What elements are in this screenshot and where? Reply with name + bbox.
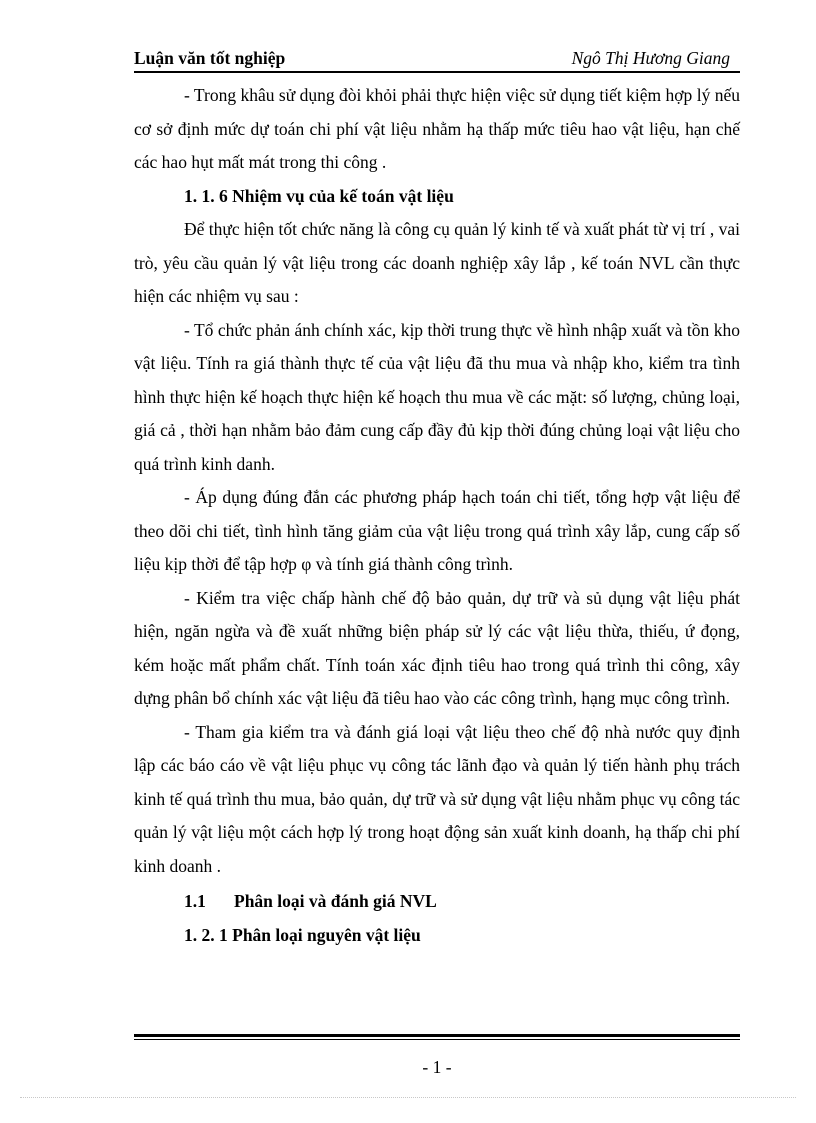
paragraph-3: - Tổ chức phản ánh chính xác, kịp thời trung thực về hình nhập xuất và tồn kho vật liệu. Tính ra giá thành thực tế của vật liệu đã thu mua và nhập kho, kiểm tra tình hình thực hiện kế hoạch thực hiện kế hoạch thu mua về các mặt: số lượng, chủng loại, giá cả , thời hạn nhằm bảo đảm cung cấp đầy đủ kịp thời đúng chủng loại vật liệu cho quá trình kinh danh. [134, 319, 740, 474]
section-title: Phân loại và đánh giá NVL [234, 891, 437, 911]
section-heading-1-2-1: 1. 2. 1 Phân loại nguyên vật liệu [184, 924, 421, 945]
header-author: Ngô Thị Hương Giang [571, 48, 730, 68]
paragraph-6: - Tham gia kiểm tra và đánh giá loại vật liệu theo chế độ nhà nước quy định lập các báo cáo về vật liệu phục vụ công tác lãnh đạo và quản lý tiến hành phụ trách kinh tế quá trình thu mua, bảo quản, dự trữ và sử dụng vật liệu nhằm phục vụ công tác quản lý vật liệu một cách hợp lý trong hoạt động sản xuất kinh doanh, hạ thấp chi phí kinh doanh . [134, 721, 740, 876]
page-bottom-border [20, 1097, 796, 1098]
header-rule [134, 71, 740, 73]
document-body [134, 79, 740, 952]
section-heading-1-1-6: 1. 1. 6 Nhiệm vụ của kế toán vật liệu [184, 185, 454, 206]
header-title: Luận văn tốt nghiệp [134, 48, 286, 68]
paragraph-2: Để thực hiện tốt chức năng là công cụ quản lý kinh tế và xuất phát từ vị trí , vai trò, yêu cầu quản lý vật liệu trong các doanh nghiệp xây lắp , kế toán NVL cần thực hiện các nhiệm vụ sau : [134, 219, 740, 306]
paragraph-5: - Kiểm tra việc chấp hành chế độ bảo quản, dự trữ và sủ dụng vật liệu phát hiện, ngăn ngừa và đề xuất những biện pháp sử lý các vật liệu thừa, thiếu, ứ đọng, kém hoặc mất phẩm chất. Tính toán xác định tiêu hao trong quá trình thi công, xây dựng phân bổ chính xác vật liệu đã tiêu hao vào các công trình, hạng mục công trình. [134, 587, 740, 708]
page-header [134, 47, 740, 71]
footer-rule-thick [134, 1034, 740, 1037]
page-number: - 1 - [422, 1057, 452, 1077]
footer-rule-thin [134, 1039, 740, 1040]
section-number: 1.1 [184, 891, 206, 911]
paragraph-1: - Trong khâu sử dụng đòi khỏi phải thực hiện việc sử dụng tiết kiệm hợp lý nếu cơ sở định mức dự toán chi phí vật liệu nhằm hạ thấp mức tiêu hao vật liệu, hạn chế các hao hụt mất mát trong thi công . [134, 85, 740, 172]
paragraph-4: - Áp dụng đúng đắn các phương pháp hạch toán chi tiết, tổng hợp vật liệu để theo dõi chi tiết, tình hình tăng giảm của vật liệu trong quá trình xây lắp, cung cấp số liệu kịp thời để tập hợp φ và tính giá thành công trình. [134, 487, 740, 574]
section-heading-1-1 [134, 885, 740, 919]
